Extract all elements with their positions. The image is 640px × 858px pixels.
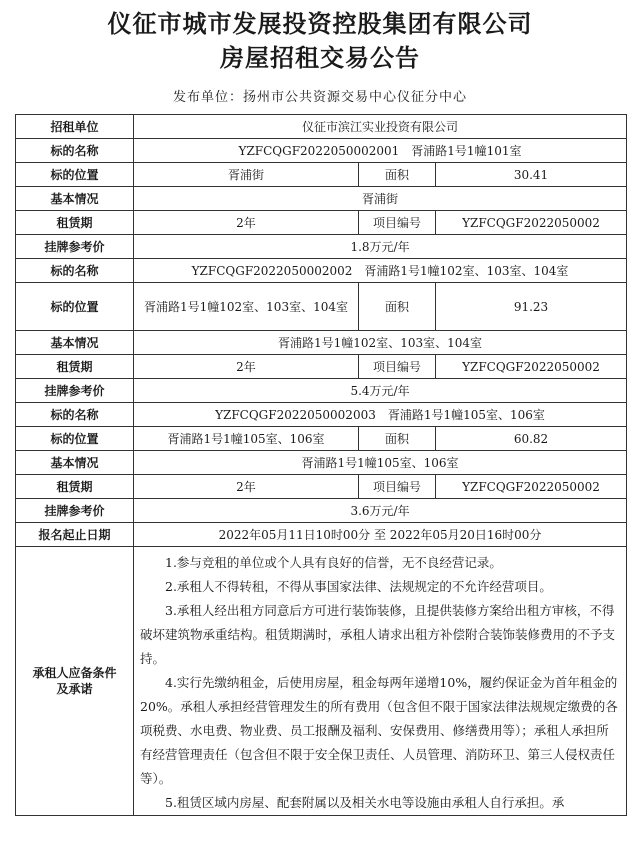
lot2-location-value: 胥浦路1号1幢102室、103室、104室 xyxy=(134,283,359,331)
lot3-basic-label: 基本情况 xyxy=(16,451,134,475)
deadline-value: 2022年05月11日10时00分 至 2022年05月20日16时00分 xyxy=(134,523,627,547)
lot1-basic-value: 胥浦街 xyxy=(134,187,627,211)
table-row-lot3-location xyxy=(16,427,627,451)
condition-item-1: 1.参与竞租的单位或个人具有良好的信誉，无不良经营记录。 xyxy=(165,555,502,570)
lot2-basic-label: 基本情况 xyxy=(16,331,134,355)
table-row-deadline xyxy=(16,523,627,547)
lot2-name-value: YZFCQGF2022050002002 胥浦路1号1幢102室、103室、104室 xyxy=(134,259,627,283)
table-row-lot1-price xyxy=(16,235,627,259)
announcement-title-line1: 仪征市城市发展投资控股集团有限公司 xyxy=(107,9,533,38)
lease-info-table xyxy=(15,114,627,816)
lot1-name-label: 标的名称 xyxy=(16,139,134,163)
lot3-area-value: 60.82 xyxy=(436,427,627,451)
lot3-location-label: 标的位置 xyxy=(16,427,134,451)
announcement-title-line2: 房屋招租交易公告 xyxy=(220,43,420,72)
lot1-price-label: 挂牌参考价 xyxy=(16,235,134,259)
tenderer-value: 仪征市滨江实业投资有限公司 xyxy=(134,115,627,139)
table-row-lot3-lease xyxy=(16,475,627,499)
conditions-text xyxy=(134,547,627,816)
lot3-price-label: 挂牌参考价 xyxy=(16,499,134,523)
condition-item-2: 2.承租人不得转租，不得从事国家法律、法规规定的不允许经营项目。 xyxy=(165,579,552,594)
lot2-area-label: 面积 xyxy=(359,283,436,331)
table-row-lot2-location xyxy=(16,283,627,331)
table-row-lot1-name xyxy=(16,139,627,163)
table-row-lot2-basic xyxy=(16,331,627,355)
table-row-lot3-name xyxy=(16,403,627,427)
lot1-area-label: 面积 xyxy=(359,163,436,187)
conditions-label-line1: 承租人应备条件 xyxy=(32,666,117,680)
condition-item-5: 5.租赁区域内房屋、配套附属以及相关水电等设施由承租人自行承担。承 xyxy=(165,795,565,810)
lot2-lease-value: 2年 xyxy=(134,355,359,379)
table-row-conditions xyxy=(16,547,627,816)
lot3-lease-label: 租赁期 xyxy=(16,475,134,499)
lot1-lease-value: 2年 xyxy=(134,211,359,235)
lot1-location-value: 胥浦街 xyxy=(134,163,359,187)
condition-item-4: 4.实行先缴纳租金，后使用房屋，租金每两年递增10%，履约保证金为首年租金的20%。承租人承担经营管理发生的所有费用（包含但不限于国家法律法规规定缴费的各项税费、水电费、物业费、员工报酬及福利、安保费用、修缮费用等）；承租人承担所有经营管理责任（包含但不限于安全保卫责任、人员管理、消防环卫、第三人侵权责任等）。 xyxy=(140,675,618,786)
lot3-price-value: 3.6万元/年 xyxy=(134,499,627,523)
lot1-basic-label: 基本情况 xyxy=(16,187,134,211)
table-row-lot2-name xyxy=(16,259,627,283)
lot3-project-no-value: YZFCQGF2022050002 xyxy=(436,475,627,499)
table-row-lot3-price xyxy=(16,499,627,523)
lot3-project-no-label: 项目编号 xyxy=(359,475,436,499)
conditions-label-line2: 及承诺 xyxy=(56,682,93,696)
conditions-label xyxy=(16,547,134,816)
lot3-name-label: 标的名称 xyxy=(16,403,134,427)
table-row-lot1-basic xyxy=(16,187,627,211)
lot3-name-value: YZFCQGF2022050002003 胥浦路1号1幢105室、106室 xyxy=(134,403,627,427)
lot2-lease-label: 租赁期 xyxy=(16,355,134,379)
tenderer-label: 招租单位 xyxy=(16,115,134,139)
lot2-name-label: 标的名称 xyxy=(16,259,134,283)
publisher-line: 发布单位：扬州市公共资源交易中心仪征分中心 xyxy=(172,90,467,105)
table-row-lot3-basic xyxy=(16,451,627,475)
lot2-project-no-label: 项目编号 xyxy=(359,355,436,379)
lot3-area-label: 面积 xyxy=(359,427,436,451)
table-row-lot2-price xyxy=(16,379,627,403)
lot2-price-value: 5.4万元/年 xyxy=(134,379,627,403)
lot2-project-no-value: YZFCQGF2022050002 xyxy=(436,355,627,379)
lot2-basic-value: 胥浦路1号1幢102室、103室、104室 xyxy=(134,331,627,355)
lot1-project-no-value: YZFCQGF2022050002 xyxy=(436,211,627,235)
lot3-location-value: 胥浦路1号1幢105室、106室 xyxy=(134,427,359,451)
lot2-area-value: 91.23 xyxy=(436,283,627,331)
lot1-name-value: YZFCQGF2022050002001 胥浦路1号1幢101室 xyxy=(134,139,627,163)
table-row-lot1-location xyxy=(16,163,627,187)
lot3-lease-value: 2年 xyxy=(134,475,359,499)
table-row-tenderer xyxy=(16,115,627,139)
table-row-lot1-lease xyxy=(16,211,627,235)
lot1-lease-label: 租赁期 xyxy=(16,211,134,235)
table-row-lot2-lease xyxy=(16,355,627,379)
lot1-price-value: 1.8万元/年 xyxy=(134,235,627,259)
lot2-price-label: 挂牌参考价 xyxy=(16,379,134,403)
lot1-area-value: 30.41 xyxy=(436,163,627,187)
lot1-location-label: 标的位置 xyxy=(16,163,134,187)
lot2-location-label: 标的位置 xyxy=(16,283,134,331)
deadline-label: 报名起止日期 xyxy=(16,523,134,547)
lot3-basic-value: 胥浦路1号1幢105室、106室 xyxy=(134,451,627,475)
lot1-project-no-label: 项目编号 xyxy=(359,211,436,235)
condition-item-3: 3.承租人经出租方同意后方可进行装饰装修，且提供装修方案给出租方审核，不得破坏建筑物承重结构。租赁期满时，承租人请求出租方补偿附合装饰装修费用的不予支持。 xyxy=(140,603,616,666)
